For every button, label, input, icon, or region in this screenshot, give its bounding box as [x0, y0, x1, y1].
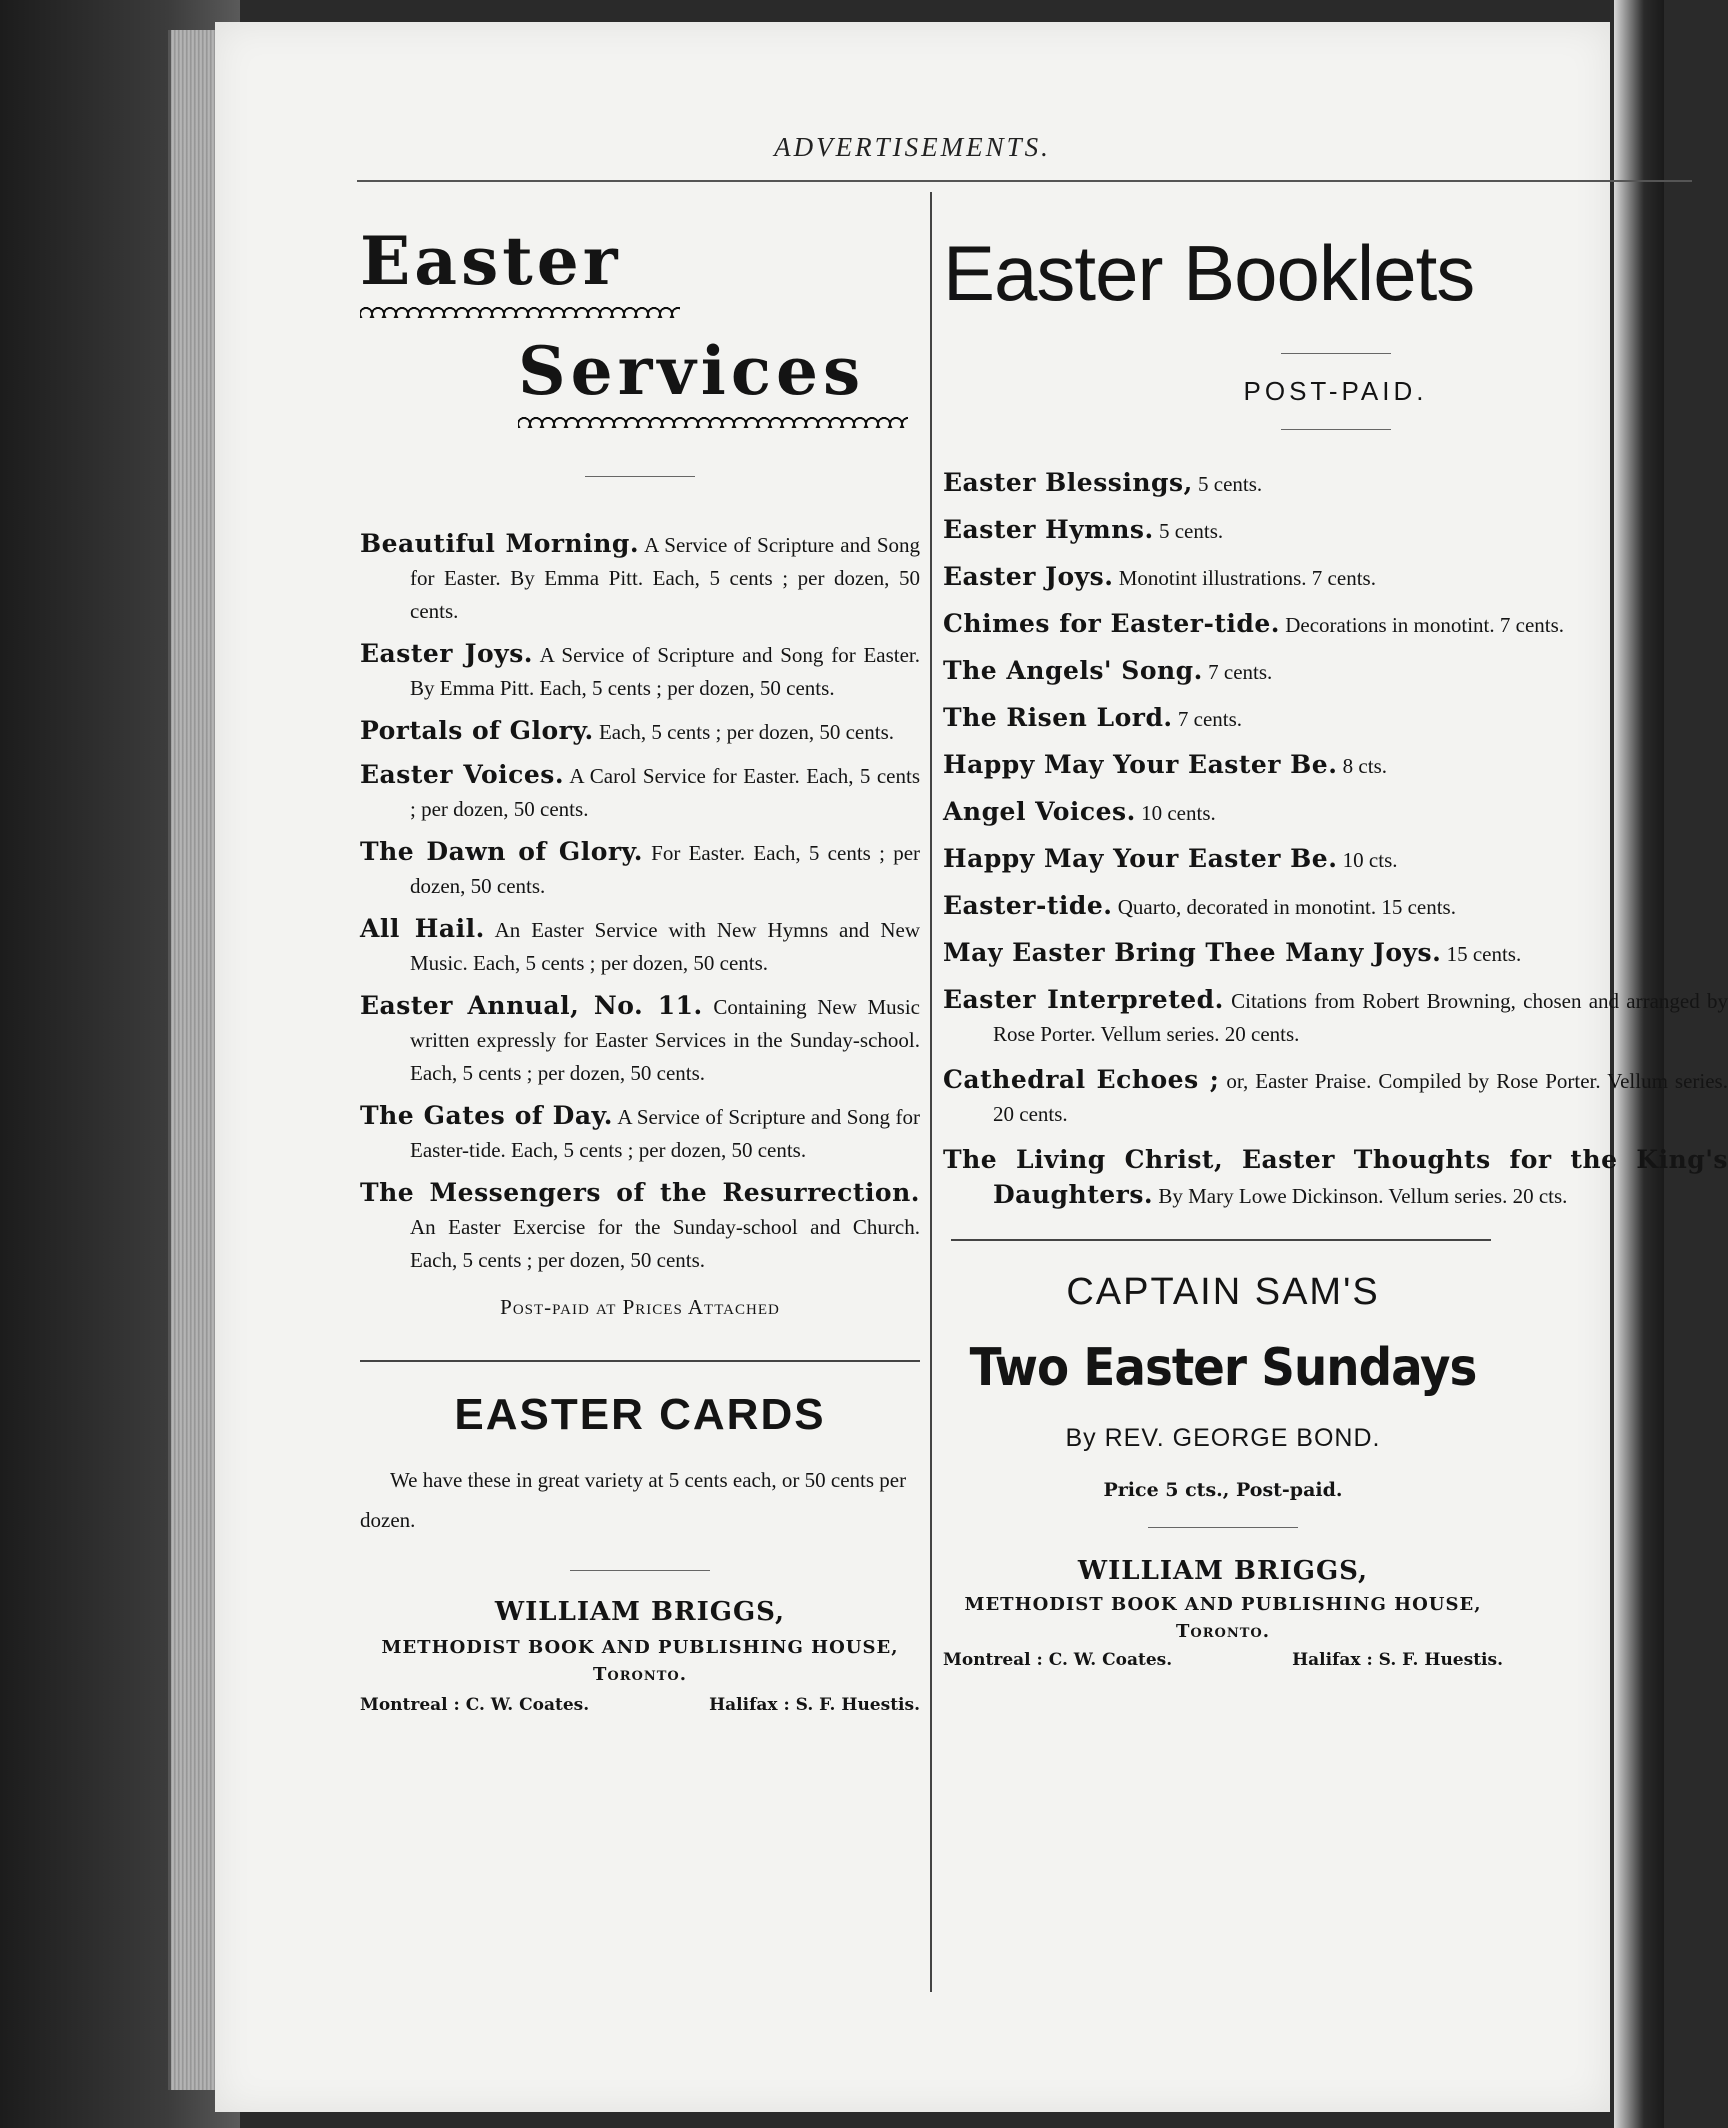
two-easter-sundays: Two Easter Sundays	[969, 1338, 1477, 1398]
price-line: Price 5 cts., Post-paid.	[1103, 1479, 1343, 1501]
wavy-underline-1	[360, 302, 680, 318]
branches	[943, 1650, 1503, 1670]
list-item: Easter Blessings, 5 cents.	[943, 468, 1263, 497]
captain-sams: CAPTAIN SAM'S	[1066, 1271, 1380, 1313]
publisher-city: Toronto.	[1176, 1621, 1270, 1642]
list-item: Easter Joys. Monotint illustrations. 7 cents.	[943, 562, 1376, 591]
list-item: The Messengers of the Resurrection. An Easter Exercise for the Sunday-school and Church. Each, 5 cents ; per dozen, 50 cents.	[360, 1178, 920, 1272]
publisher-name: WILLIAM BRIGGS,	[1077, 1556, 1369, 1586]
list-item: Angel Voices. 10 cents.	[943, 797, 1216, 826]
short-rule	[1281, 429, 1391, 430]
page-header: ADVERTISEMENTS.	[774, 132, 1051, 162]
services-list	[360, 527, 920, 1277]
list-item: The Risen Lord. 7 cents.	[943, 703, 1243, 732]
section-rule	[360, 1360, 920, 1362]
list-item: The Dawn of Glory. For Easter. Each, 5 cents ; per dozen, 50 cents.	[360, 837, 921, 898]
list-item: Easter Hymns. 5 cents.	[943, 515, 1224, 544]
list-item: The Angels' Song. 7 cents.	[943, 656, 1273, 685]
list-item: The Gates of Day. A Service of Scripture and Song for Easter-tide. Each, 5 cents ; per dozen, 50 cents.	[360, 1101, 920, 1162]
column-divider	[930, 192, 932, 1992]
short-rule	[585, 476, 695, 477]
list-item: Cathedral Echoes ; or, Easter Praise. Compiled by Rose Porter. Vellum series. 20 cents.	[943, 1065, 1728, 1126]
list-item: Easter Voices. A Carol Service for Easter. Each, 5 cents ; per dozen, 50 cents.	[360, 760, 921, 821]
right-column	[943, 200, 1728, 1670]
list-item: All Hail. An Easter Service with New Hymns and New Music. Each, 5 cents ; per dozen, 50 cents.	[360, 914, 920, 975]
list-item: Happy May Your Easter Be. 8 cts.	[943, 750, 1387, 779]
list-item: Beautiful Morning. A Service of Scripture and Song for Easter. By Emma Pitt. Each, 5 cents ; per dozen, 50 cents.	[360, 529, 920, 623]
author-line: By REV. GEORGE BOND.	[1065, 1424, 1381, 1452]
list-item: Easter Annual, No. 11. Containing New Music written expressly for Easter Services in the Sunday-school. Each, 5 cents ; per dozen, 50 cents.	[360, 991, 921, 1085]
branches	[360, 1695, 920, 1715]
easter-services-title-line1: Easter	[360, 222, 622, 300]
short-rule	[1281, 353, 1391, 354]
easter-cards-text: We have these in great variety at 5 cents each, or 50 cents per dozen.	[360, 1468, 907, 1532]
left-column	[360, 200, 920, 1715]
captain-sam-ad	[943, 1271, 1503, 1670]
post-paid-subtitle: POST-PAID.	[1243, 376, 1428, 406]
publisher-house: METHODIST BOOK AND PUBLISHING HOUSE,	[381, 1637, 899, 1658]
list-item: Chimes for Easter-tide. Decorations in monotint. 7 cents.	[943, 609, 1565, 638]
short-rule	[1148, 1527, 1298, 1528]
section-rule	[951, 1239, 1491, 1241]
publisher-name: WILLIAM BRIGGS,	[494, 1597, 786, 1627]
list-item: May Easter Bring Thee Many Joys. 15 cents.	[943, 938, 1522, 967]
postpaid-note: Post-paid at Prices Attached	[500, 1295, 780, 1319]
header-rule	[357, 180, 1692, 182]
easter-services-title-line2: Services	[518, 332, 866, 410]
wavy-underline-2	[518, 412, 908, 428]
list-item: Portals of Glory. Each, 5 cents ; per dozen, 50 cents.	[360, 716, 894, 745]
branch-montreal: Montreal : C. W. Coates.	[943, 1650, 1173, 1670]
branch-halifax: Halifax : S. F. Huestis.	[1292, 1650, 1503, 1670]
branch-halifax: Halifax : S. F. Huestis.	[709, 1695, 920, 1715]
branch-montreal: Montreal : C. W. Coates.	[360, 1695, 590, 1715]
easter-booklets-title: Easter Booklets	[943, 229, 1475, 317]
publisher-city: Toronto.	[593, 1664, 687, 1685]
list-item: Easter-tide. Quarto, decorated in monotint. 15 cents.	[943, 891, 1456, 920]
easter-cards-title: EASTER CARDS	[454, 1390, 826, 1439]
short-rule	[570, 1570, 710, 1571]
list-item: Easter Interpreted. Citations from Robert Browning, chosen and arranged by Rose Porter. Vellum series. 20 cents.	[943, 985, 1728, 1046]
booklets-list	[943, 466, 1728, 1213]
list-item: The Living Christ, Easter Thoughts for the King's Daughters. By Mary Lowe Dickinson. Vellum series. 20 cts.	[943, 1145, 1728, 1209]
list-item: Happy May Your Easter Be. 10 cts.	[943, 844, 1398, 873]
list-item: Easter Joys. A Service of Scripture and Song for Easter. By Emma Pitt. Each, 5 cents ; per dozen, 50 cents.	[360, 639, 921, 700]
page	[215, 22, 1728, 2112]
publisher-house: METHODIST BOOK AND PUBLISHING HOUSE,	[964, 1594, 1482, 1615]
